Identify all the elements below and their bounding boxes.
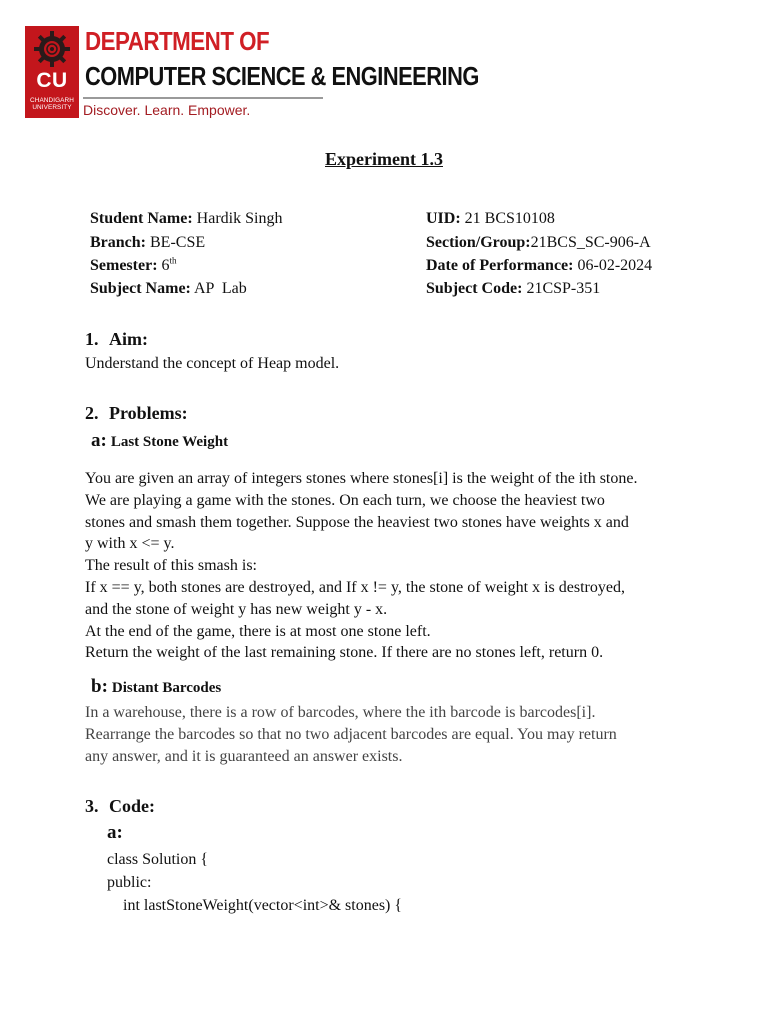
code-line: class Solution {	[107, 851, 209, 868]
logo-cu-text: CU	[36, 69, 68, 92]
problems-heading-text: Problems:	[109, 403, 188, 423]
problem-b-heading	[91, 676, 221, 699]
branch-field	[90, 232, 205, 254]
problem-a-title: Last Stone Weight	[110, 434, 229, 450]
problem-b-line: Rearrange the barcodes so that no two adjacent barcodes are equal. You may return	[85, 725, 617, 743]
subject-code-field	[426, 278, 600, 300]
problem-b-line: any answer, and it is guaranteed an answer exists.	[85, 747, 403, 765]
problems-number: 2.	[85, 403, 99, 423]
problem-a-line: stones and smash them together. Suppose the heaviest two stones have weights x and	[85, 513, 629, 531]
aim-number: 1.	[85, 329, 99, 349]
semester-field	[90, 255, 177, 277]
student-name-field	[90, 208, 282, 230]
uid-value: 21 BCS10108	[464, 210, 555, 227]
problem-a-letter: a:	[91, 430, 107, 451]
branch-label: Branch:	[90, 234, 146, 251]
department-title-line2: COMPUTER SCIENCE & ENGINEERING	[85, 61, 479, 91]
aim-heading-text: Aim:	[109, 329, 148, 349]
dop-label: Date of Performance:	[426, 257, 574, 274]
student-name-value: Hardik Singh	[196, 210, 283, 227]
department-title-line1: DEPARTMENT OF	[85, 26, 270, 56]
code-number: 3.	[85, 796, 99, 816]
subject-name-value: AP Lab	[194, 280, 247, 297]
problem-a-line: and the stone of weight y has new weight y - x.	[85, 600, 388, 618]
problem-a-line: If x == y, both stones are destroyed, and If x != y, the stone of weight x is destroyed,	[85, 578, 625, 596]
semester-value: 6	[161, 257, 170, 274]
subject-code-label: Subject Code:	[426, 280, 523, 297]
problem-a-line: y with x <= y.	[85, 535, 175, 553]
code-heading-text: Code:	[109, 796, 155, 816]
problem-a-line: Return the weight of the last remaining stone. If there are no stones left, return 0.	[85, 644, 604, 662]
semester-label: Semester:	[90, 257, 158, 274]
aim-text: Understand the concept of Heap model.	[85, 355, 340, 372]
code-line: public:	[107, 874, 152, 891]
problem-b-title: Distant Barcodes	[111, 680, 222, 696]
problem-a-line: At the end of the game, there is at most one stone left.	[85, 622, 431, 640]
student-name-label: Student Name:	[90, 210, 193, 227]
code-line: int lastStoneWeight(vector<int>& stones) {	[107, 897, 403, 914]
dop-value: 06-02-2024	[577, 257, 653, 274]
code-section-a-label: a:	[107, 822, 123, 843]
problem-a-line: We are playing a game with the stones. On each turn, we choose the heaviest two	[85, 491, 605, 509]
section-field	[426, 232, 651, 254]
code-heading	[85, 795, 155, 817]
problem-b-line: In a warehouse, there is a row of barcodes, where the ith barcode is barcodes[i].	[85, 704, 596, 721]
branch-value: BE-CSE	[150, 234, 206, 251]
problem-a-heading	[91, 430, 228, 453]
section-value: 21BCS_SC-906-A	[530, 234, 651, 251]
problem-b-letter: b:	[91, 676, 108, 697]
date-of-performance-field	[426, 255, 652, 277]
tagline: Discover. Learn. Empower.	[83, 102, 251, 118]
university-logo	[25, 26, 79, 118]
semester-suffix: th	[169, 255, 177, 266]
subject-code-value: 21CSP-351	[526, 280, 601, 297]
department-header	[25, 26, 479, 120]
aim-heading	[85, 328, 148, 350]
logo-university-text: CHANDIGARH UNIVERSITY	[30, 97, 74, 112]
subject-name-label: Subject Name:	[90, 280, 191, 297]
code-block	[107, 848, 402, 917]
subject-name-field	[90, 278, 247, 300]
uid-field	[426, 208, 555, 230]
section-label: Section/Group:	[426, 234, 531, 251]
uid-label: UID:	[426, 210, 461, 227]
problem-b-description	[85, 702, 681, 767]
problems-heading	[85, 402, 188, 424]
gear-emblem-icon	[32, 29, 72, 69]
problem-a-line: You are given an array of integers stones where stones[i] is the weight of the ith stone.	[85, 470, 638, 487]
problem-a-description	[85, 468, 681, 664]
header-divider	[83, 97, 323, 99]
experiment-title: Experiment 1.3	[325, 149, 443, 169]
problem-a-line: The result of this smash is:	[85, 557, 257, 575]
